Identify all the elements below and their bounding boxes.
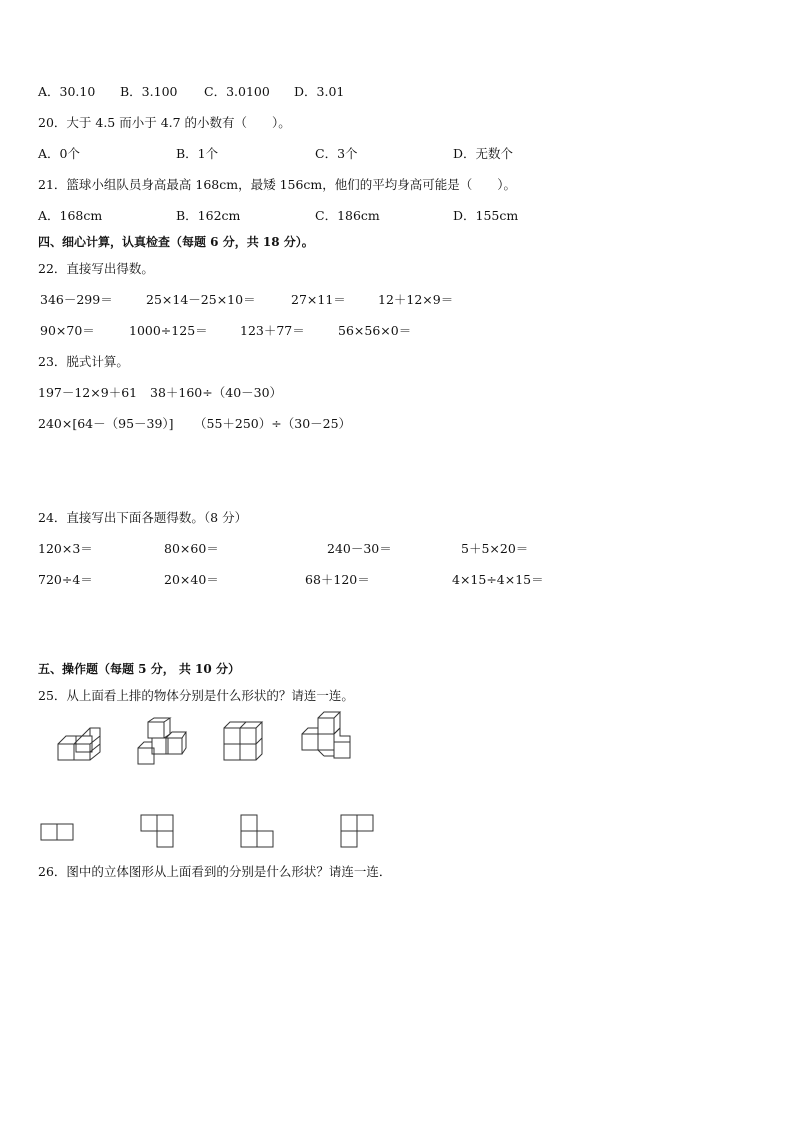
q20-option-b: B．1个	[176, 146, 219, 161]
q22-expr: 27×11＝	[291, 292, 346, 307]
solid-figure-3	[222, 720, 266, 764]
q19-option-b: B．3.100	[120, 84, 178, 99]
q21-option-a: A．168cm	[38, 208, 103, 223]
q20-option-c: C．3个	[315, 146, 358, 161]
q20-stem: 20．大于 4.5 而小于 4.7 的小数有（ ）。	[38, 115, 291, 130]
q21-option-d: D．155cm	[453, 208, 519, 223]
q22-expr: 123＋77＝	[240, 323, 305, 338]
q24-expr: 20×40＝	[164, 572, 219, 587]
q24-expr: 120×3＝	[38, 541, 93, 556]
q24-expr: 68＋120＝	[305, 572, 370, 587]
q25-stem: 25．从上面看上排的物体分别是什么形状的？请连一连。	[38, 688, 354, 703]
solid-figure-2	[136, 718, 188, 768]
q24-expr: 80×60＝	[164, 541, 219, 556]
q20-option-d: D．无数个	[453, 146, 514, 161]
q24-expr: 4×15÷4×15＝	[452, 572, 544, 587]
top-view-4	[340, 814, 376, 850]
section-4-title: 四、细心计算，认真检查（每题 6 分，共 18 分）。	[38, 235, 314, 249]
top-view-2	[140, 814, 176, 850]
q22-expr: 90×70＝	[40, 323, 95, 338]
q24-expr: 720÷4＝	[38, 572, 93, 587]
q21-stem: 21．篮球小组队员身高最高 168cm，最矮 156cm，他们的平均身高可能是（ ）。	[38, 177, 517, 192]
q20-option-a: A．0个	[38, 146, 80, 161]
q21-option-b: B．162cm	[176, 208, 241, 223]
section-5-title: 五、操作题（每题 5 分， 共 10 分）	[38, 662, 240, 676]
q22-expr: 12＋12×9＝	[378, 292, 454, 307]
solid-figure-1	[56, 728, 104, 764]
q26-stem: 26．图中的立体图形从上面看到的分别是什么形状？请连一连．	[38, 864, 392, 879]
q23-stem: 23．脱式计算。	[38, 354, 129, 369]
q23-expr: 240×[64－（95－39）]	[38, 416, 174, 431]
q19-option-c: C．3.0100	[204, 84, 270, 99]
q22-expr: 25×14－25×10＝	[146, 292, 256, 307]
q19-option-d: D．3.01	[294, 84, 345, 99]
q21-option-c: C．186cm	[315, 208, 380, 223]
solid-figure-4	[300, 712, 354, 766]
q24-expr: 240－30＝	[327, 541, 392, 556]
q22-expr: 56×56×0＝	[338, 323, 412, 338]
q22-expr: 1000÷125＝	[129, 323, 208, 338]
q23-expr: 197－12×9＋61	[38, 385, 138, 400]
top-view-3	[240, 814, 276, 850]
q23-expr: 38＋160÷（40－30）	[150, 385, 283, 400]
q24-stem: 24．直接写出下面各题得数。（8 分）	[38, 510, 248, 525]
q22-expr: 346－299＝	[40, 292, 113, 307]
q24-expr: 5＋5×20＝	[461, 541, 529, 556]
top-view-1	[40, 822, 76, 842]
q23-expr: （55＋250）÷（30－25）	[194, 416, 352, 431]
q22-stem: 22．直接写出得数。	[38, 261, 154, 276]
q19-option-a: A．30.10	[38, 84, 96, 99]
